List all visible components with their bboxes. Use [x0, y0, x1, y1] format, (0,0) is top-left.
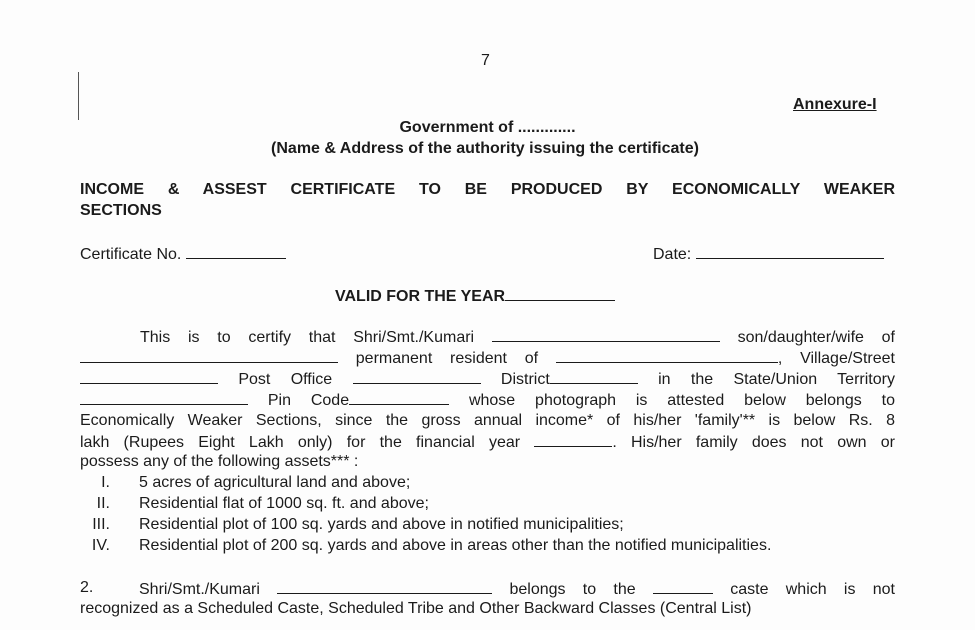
name-blank	[492, 327, 720, 342]
asset-text: 5 acres of agricultural land and above;	[139, 474, 411, 491]
certificate-no-label: Certificate No.	[80, 246, 182, 263]
name-blank	[277, 579, 492, 594]
certificate-title-line1: INCOME & ASSEST CERTIFICATE TO BE PRODUCED BY ECONOMICALLY WEAKER	[80, 181, 895, 198]
asset-text: Residential flat of 1000 sq. ft. and above;	[139, 495, 429, 512]
asset-numeral: IV.	[91, 537, 110, 554]
text: Post Office	[238, 371, 333, 388]
text: Shri/Smt./Kumari	[139, 581, 260, 598]
margin-mark	[78, 72, 79, 120]
paragraph2-line1	[139, 579, 895, 599]
text: lakh (Rupees Eight Lakh only) for the financial year	[80, 434, 521, 451]
pin-code-blank	[349, 390, 449, 405]
text: permanent resident of	[355, 350, 539, 367]
asset-text: Residential plot of 100 sq. yards and above in notified municipalities;	[139, 516, 624, 533]
page-number: 7	[481, 52, 490, 69]
financial-year-blank	[534, 432, 612, 447]
paragraph1-line4	[80, 390, 895, 410]
text: son/daughter/wife of	[737, 329, 895, 346]
village-blank	[80, 369, 218, 384]
paragraph1-line5: Economically Weaker Sections, since the gross annual income* of his/her 'family'** is below Rs. 8	[80, 412, 895, 429]
caste-blank	[653, 579, 713, 594]
asset-text: Residential plot of 200 sq. yards and above in areas other than the notified municipalities.	[139, 537, 772, 554]
authority-line: (Name & Address of the authority issuing the certificate)	[271, 140, 699, 157]
certificate-no-blank	[186, 244, 286, 259]
certificate-no-field	[80, 244, 286, 264]
paragraph1-line2	[80, 348, 895, 368]
text: caste which is not	[730, 581, 895, 598]
text: whose photograph is attested below belongs to	[468, 392, 895, 409]
paragraph2-line2: recognized as a Scheduled Caste, Scheduled Tribe and Other Backward Classes (Central List)	[80, 600, 752, 617]
government-line	[0, 119, 975, 137]
paragraph1-line6	[80, 432, 895, 452]
text: District	[500, 371, 550, 388]
annexure-label: Annexure-I	[793, 96, 877, 113]
state-blank	[80, 390, 248, 405]
asset-numeral: I.	[101, 474, 110, 491]
paragraph1-line3	[80, 369, 895, 389]
paragraph1-line7: possess any of the following assets*** :	[80, 453, 359, 470]
text: in the State/Union Territory	[658, 371, 895, 388]
valid-year-field	[335, 286, 615, 306]
asset-numeral: II.	[96, 495, 110, 512]
date-label: Date:	[653, 246, 692, 263]
text: . His/her family does not own or	[612, 434, 895, 451]
post-office-blank	[353, 369, 481, 384]
parent-name-blank	[80, 348, 338, 363]
paragraph1-line1	[140, 327, 895, 347]
text: belongs to the	[509, 581, 636, 598]
text: Pin Code	[267, 392, 350, 409]
certificate-title-line2: SECTIONS	[80, 202, 162, 219]
date-field	[653, 244, 884, 264]
text: , Village/Street	[777, 350, 895, 367]
valid-year-label: VALID FOR THE YEAR	[335, 288, 506, 305]
asset-numeral: III.	[92, 516, 110, 533]
paragraph2-number: 2.	[80, 579, 94, 596]
date-blank	[696, 244, 884, 259]
residence-blank	[556, 348, 778, 363]
valid-year-blank	[505, 286, 615, 301]
district-blank	[550, 369, 638, 384]
government-text: Government of .............	[399, 119, 576, 136]
text: This is to certify that Shri/Smt./Kumari	[140, 329, 475, 346]
